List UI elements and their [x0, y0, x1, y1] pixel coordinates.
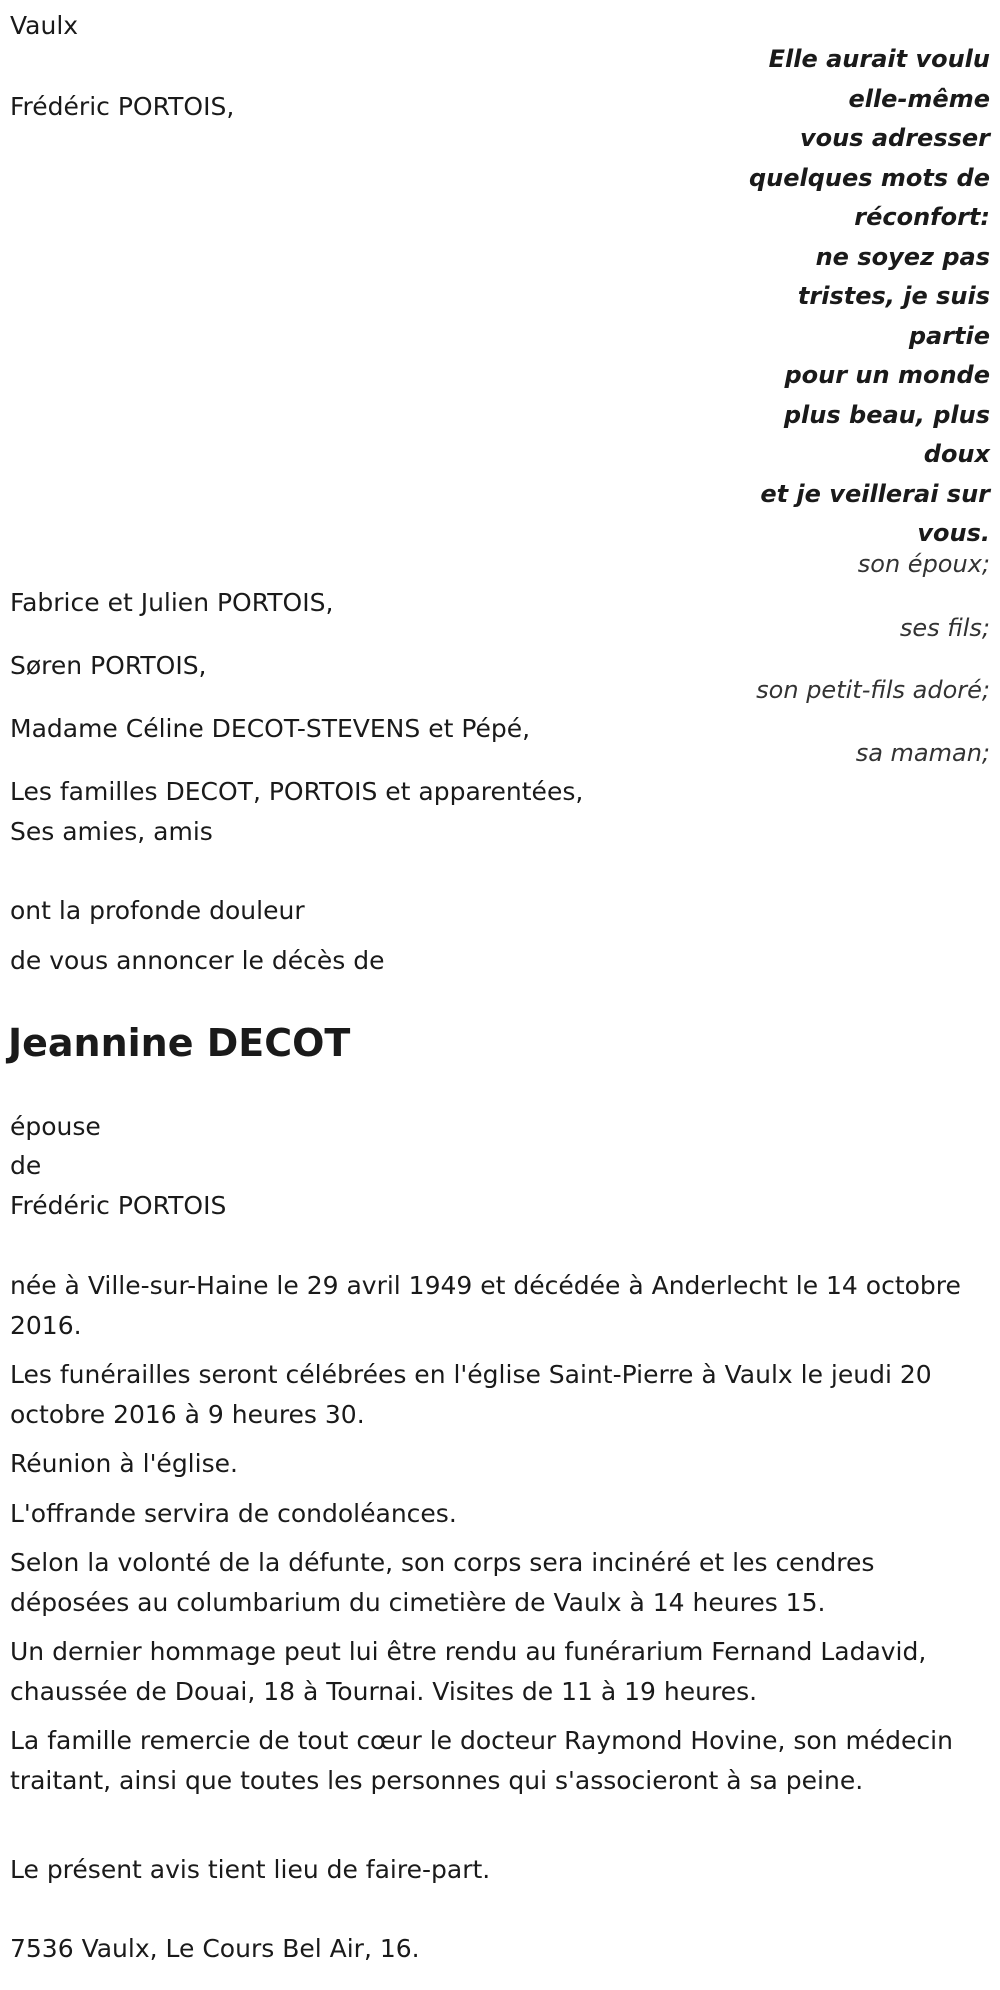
poem-block: [749, 40, 990, 554]
poem-line: vous.: [917, 519, 990, 547]
poem-line: elle-même: [848, 84, 990, 113]
mother-name: Madame Céline DECOT-STEVENS et Pépé,: [10, 714, 531, 743]
friends-line: Ses amies, amis: [10, 817, 213, 846]
poem-line: Elle aurait voulu: [768, 45, 990, 73]
spouse-of: de: [10, 1151, 42, 1180]
poem-line: partie: [908, 321, 990, 350]
tribute-paragraph: Un dernier hommage peut lui être rendu au funérarium Fernand Ladavid, chaussée de Douai, 18 à Tournai. Visites de 11 à 19 heures.: [10, 1637, 927, 1706]
address-line: 7536 Vaulx, Le Cours Bel Air, 16.: [10, 1934, 420, 1963]
meeting-paragraph: Réunion à l'église.: [10, 1449, 238, 1478]
husband-role: son époux;: [857, 550, 990, 578]
poem-line: doux: [923, 440, 990, 468]
offering-paragraph: L'offrande servira de condoléances.: [10, 1499, 457, 1528]
cremation-paragraph: Selon la volonté de la défunte, son corps sera incinéré et les cendres déposées au columbarium du cimetière de Vaulx à 14 heures 15.: [10, 1548, 875, 1617]
sons-role: ses fils;: [899, 614, 990, 642]
sons-name: Fabrice et Julien PORTOIS,: [10, 588, 334, 617]
poem-line: quelques mots de: [748, 163, 990, 192]
announcement-line-1: ont la profonde douleur: [10, 896, 305, 925]
grandson-name: Søren PORTOIS,: [10, 651, 207, 680]
poem-line: ne soyez pas: [815, 242, 990, 271]
poem-line: vous adresser: [799, 124, 990, 152]
deceased-name: Jeannine DECOT: [8, 1021, 351, 1065]
husband-name: Frédéric PORTOIS,: [10, 92, 235, 121]
poem-line: et je veillerai sur: [760, 479, 990, 508]
notice-paragraph: Le présent avis tient lieu de faire-part.: [10, 1855, 491, 1884]
poem-line: tristes, je suis: [797, 282, 990, 310]
spouse-name: Frédéric PORTOIS: [10, 1191, 227, 1220]
families-line: Les familles DECOT, PORTOIS et apparentées,: [10, 777, 584, 806]
thanks-paragraph: La famille remercie de tout cœur le docteur Raymond Hovine, son médecin traitant, ainsi que toutes les personnes qui s'associeront à sa peine.: [10, 1726, 953, 1795]
poem-line: plus beau, plus: [783, 400, 990, 429]
funeral-paragraph: Les funérailles seront célébrées en l'église Saint-Pierre à Vaulx le jeudi 20 octobre 2016 à 9 heures 30.: [10, 1360, 932, 1429]
poem-line: pour un monde: [784, 361, 990, 389]
spouse-label: épouse: [10, 1112, 101, 1141]
poem-line: réconfort:: [854, 203, 990, 231]
birth-death-paragraph: née à Ville-sur-Haine le 29 avril 1949 et décédée à Anderlecht le 14 octobre 2016.: [10, 1271, 961, 1340]
header-place: Vaulx: [10, 11, 79, 40]
mother-role: sa maman;: [855, 739, 990, 767]
announcement-line-2: de vous annoncer le décès de: [10, 946, 385, 975]
grandson-role: son petit-fils adoré;: [756, 676, 990, 704]
